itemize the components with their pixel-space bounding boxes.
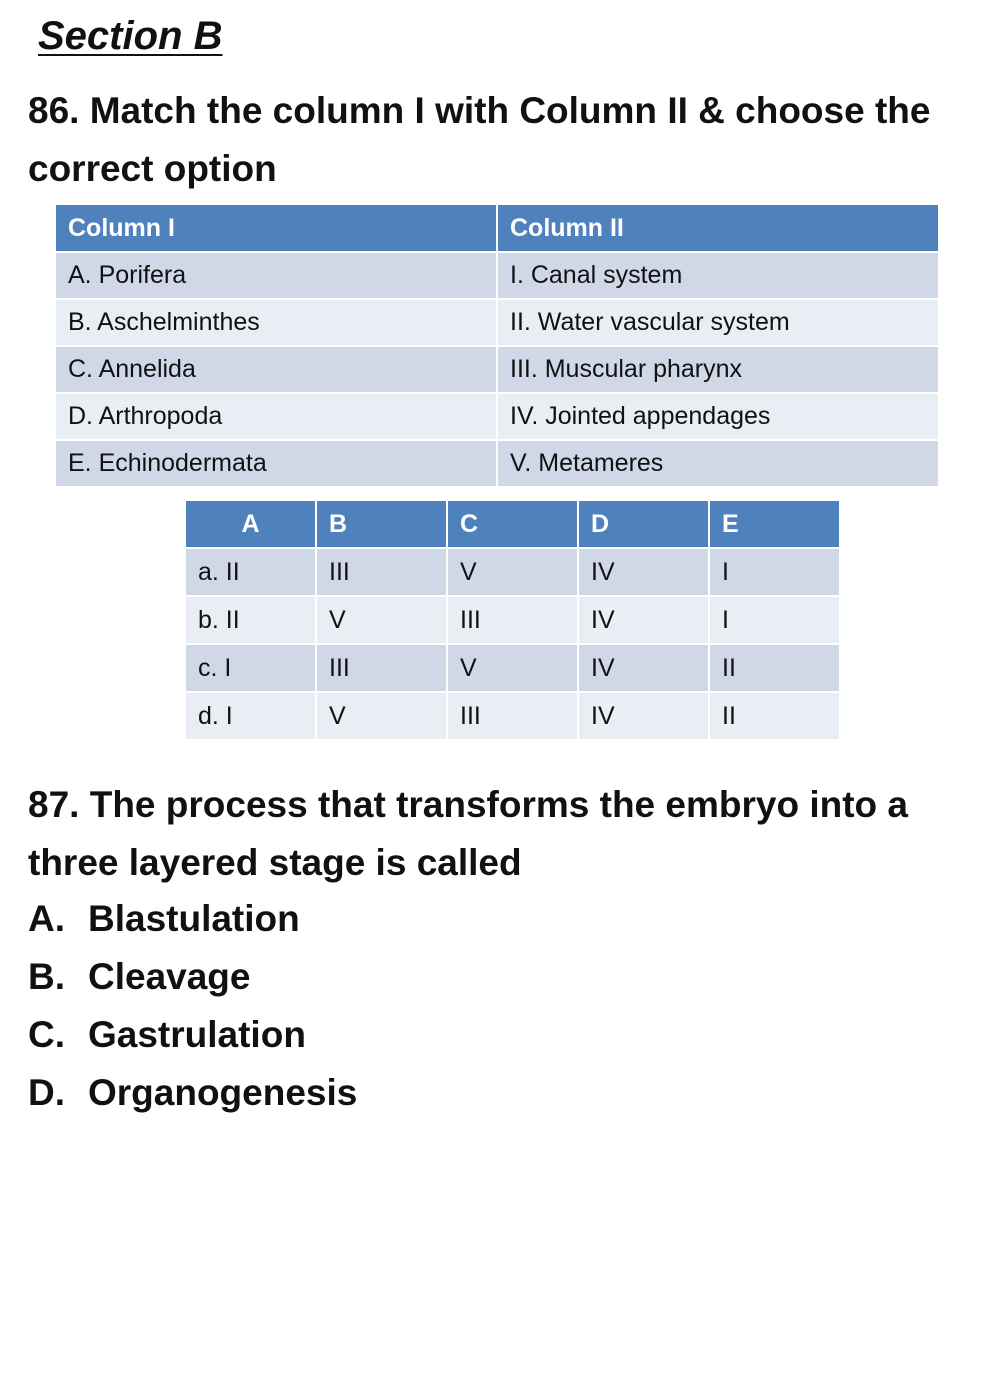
table-cell: a. II: [185, 548, 316, 596]
answer-row-c[interactable]: [185, 644, 840, 692]
table-row: [55, 440, 939, 487]
section-title: Section B: [38, 14, 223, 58]
table-cell: IV: [578, 692, 709, 740]
table-cell: d. I: [185, 692, 316, 740]
table-cell: I. Canal system: [497, 252, 939, 299]
table-cell: V: [316, 596, 447, 644]
question-87-text: 87. The process that transforms the embryo into a three layered stage is called: [28, 784, 908, 883]
table-cell: B. Aschelminthes: [55, 299, 497, 346]
table-cell: V: [447, 644, 578, 692]
table-cell: III. Muscular pharynx: [497, 346, 939, 393]
option-d[interactable]: [28, 1064, 357, 1122]
table-cell: III: [316, 644, 447, 692]
table-cell: E. Echinodermata: [55, 440, 497, 487]
table-cell: IV: [578, 596, 709, 644]
table-cell: III: [316, 548, 447, 596]
answer-row-b[interactable]: [185, 596, 840, 644]
table-cell: V: [316, 692, 447, 740]
answer-row-a[interactable]: [185, 548, 840, 596]
table-header-row: [55, 204, 939, 252]
option-text: Gastrulation: [88, 1014, 306, 1055]
table-cell: V: [447, 548, 578, 596]
table-cell: IV: [578, 548, 709, 596]
question-86-text: 86. Match the column I with Column II & choose the correct option: [28, 90, 931, 189]
match-columns-table: [54, 203, 940, 488]
table-cell: A. Porifera: [55, 252, 497, 299]
table-cell: D. Arthropoda: [55, 393, 497, 440]
column-header: D: [578, 500, 709, 548]
table-cell: C. Annelida: [55, 346, 497, 393]
column-header: A: [185, 500, 316, 548]
answer-options-list: [28, 890, 357, 1122]
table-cell: IV: [578, 644, 709, 692]
table-row: [55, 252, 939, 299]
option-letter: A.: [28, 898, 65, 939]
column-header: B: [316, 500, 447, 548]
table-row: [55, 346, 939, 393]
table-cell: II: [709, 692, 840, 740]
table-cell: II: [709, 644, 840, 692]
table-cell: I: [709, 596, 840, 644]
table-cell: V. Metameres: [497, 440, 939, 487]
column-header: Column I: [55, 204, 497, 252]
option-c[interactable]: [28, 1006, 357, 1064]
answer-row-d[interactable]: [185, 692, 840, 740]
table-row: [55, 393, 939, 440]
option-letter: C.: [28, 1014, 65, 1055]
option-text: Organogenesis: [88, 1072, 358, 1113]
option-text: Blastulation: [88, 898, 300, 939]
table-cell: I: [709, 548, 840, 596]
option-a[interactable]: [28, 890, 357, 948]
table-cell: IV. Jointed appendages: [497, 393, 939, 440]
table-cell: b. II: [185, 596, 316, 644]
answer-options-table: [184, 499, 841, 741]
option-letter: D.: [28, 1072, 65, 1113]
table-header-row: [185, 500, 840, 548]
column-header: C: [447, 500, 578, 548]
option-b[interactable]: [28, 948, 357, 1006]
column-header: E: [709, 500, 840, 548]
table-cell: c. I: [185, 644, 316, 692]
table-row: [55, 299, 939, 346]
table-cell: II. Water vascular system: [497, 299, 939, 346]
option-letter: B.: [28, 956, 65, 997]
column-header: Column II: [497, 204, 939, 252]
table-cell: III: [447, 692, 578, 740]
option-text: Cleavage: [88, 956, 251, 997]
table-cell: III: [447, 596, 578, 644]
